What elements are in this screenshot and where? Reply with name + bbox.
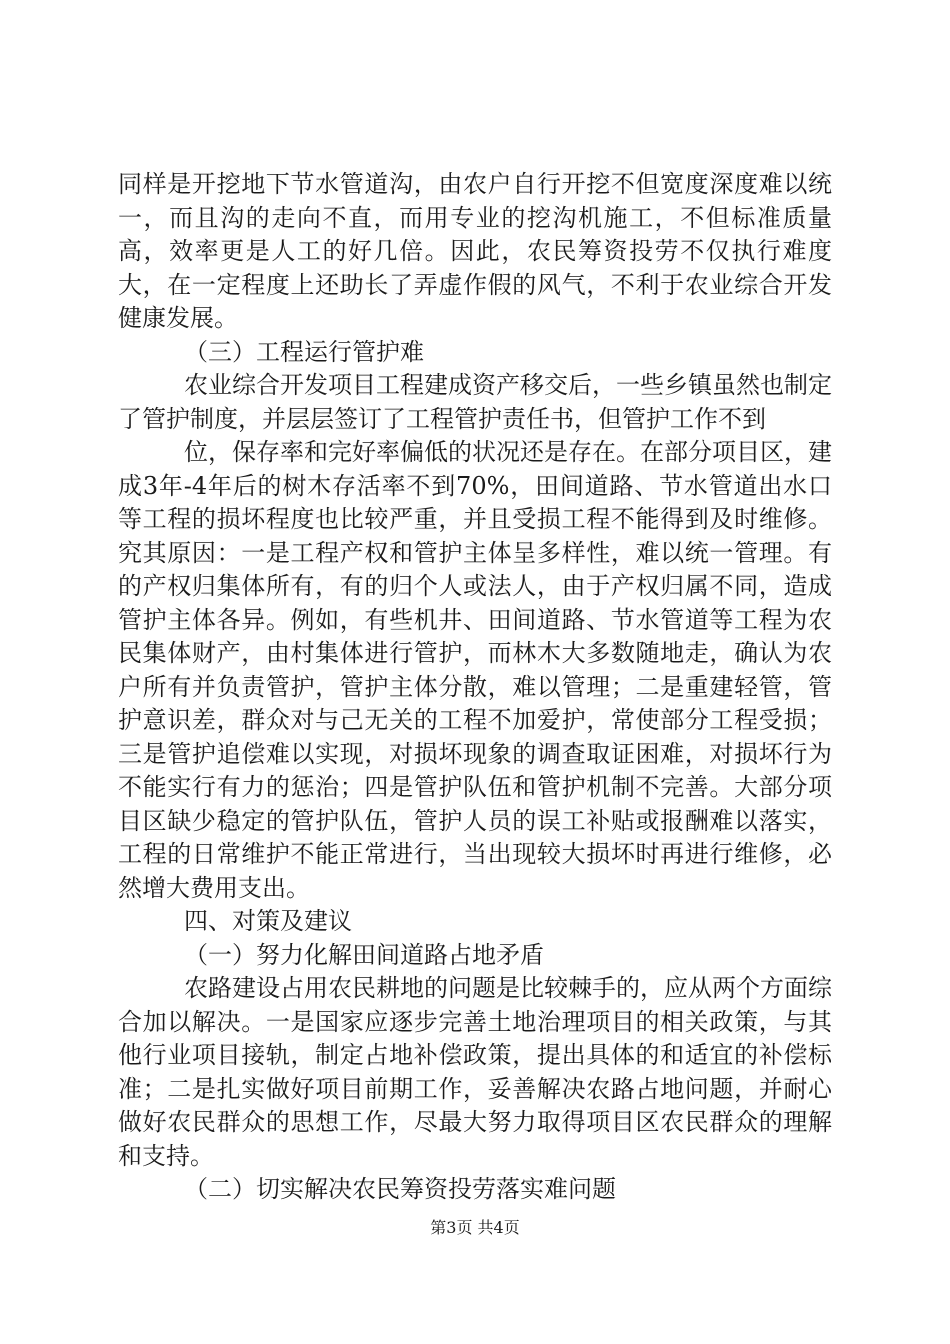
paragraph: 农路建设占用农民耕地的问题是比较棘手的，应从两个方面综合加以解决。一是国家应逐步完善土地治理项目的相关政策，与其他行业项目接轨，制定占地补偿政策，提出具体的和适宜的补偿标准；二是扎实做好项目前期工作，妥善解决农路占地问题，并耐心做好农民群众的思想工作，尽最大努力取得项目区农民群众的理解和支持。 xyxy=(118,974,832,1170)
subsection-heading-2: （二）切实解决农民筹资投劳落实难问题 xyxy=(184,1175,616,1203)
paragraph: 位，保存率和完好率偏低的状况还是存在。在部分项目区，建成3年-4年后的树木存活率不到70%，田间道路、节水管道出水口等工程的损坏程度也比较严重，并且受损工程不能得到及时维修。究其原因：一是工程产权和管护主体呈多样性，难以统一管理。有的产权归集体所有，有的归个人或法人，由于产权归属不同，造成管护主体各异。例如，有些机井、田间道路、节水管道等工程为农民集体财产，由村集体进行管护，而林木大多数随地走，确认为农户所有并负责管护，管护主体分散，难以管理；二是重建轻管，管护意识差，群众对与己无关的工程不加爱护，常使部分工程受损；三是管护追偿难以实现，对损坏现象的调查取证困难，对损坏行为不能实行有力的惩治；四是管护队伍和管护机制不完善。大部分项目区缺少稳定的管护队伍，管护人员的误工补贴或报酬难以落实，工程的日常维护不能正常进行，当出现较大损坏时再进行维修，必然增大费用支出。 xyxy=(118,438,832,902)
section-heading-4: 四、对策及建议 xyxy=(184,907,352,935)
subsection-heading-1: （一）努力化解田间道路占地矛盾 xyxy=(184,940,544,969)
section-heading-3: （三）工程运行管护难 xyxy=(184,337,424,366)
paragraph: 农业综合开发项目工程建成资产移交后，一些乡镇虽然也制定了管护制度，并层层签订了工程管护责任书，但管护工作不到 xyxy=(118,371,832,433)
paragraph-continuation: 同样是开挖地下节水管道沟，由农户自行开挖不但宽度深度难以统一，而且沟的走向不直，而用专业的挖沟机施工，不但标准质量高，效率更是人工的好几倍。因此，农民筹资投劳不仅执行难度大，在一定程度上还助长了弄虚作假的风气，不利于农业综合开发健康发展。 xyxy=(118,170,832,332)
document-body xyxy=(118,168,832,1207)
page-number-footer: 第3页 共4页 xyxy=(430,1218,520,1237)
